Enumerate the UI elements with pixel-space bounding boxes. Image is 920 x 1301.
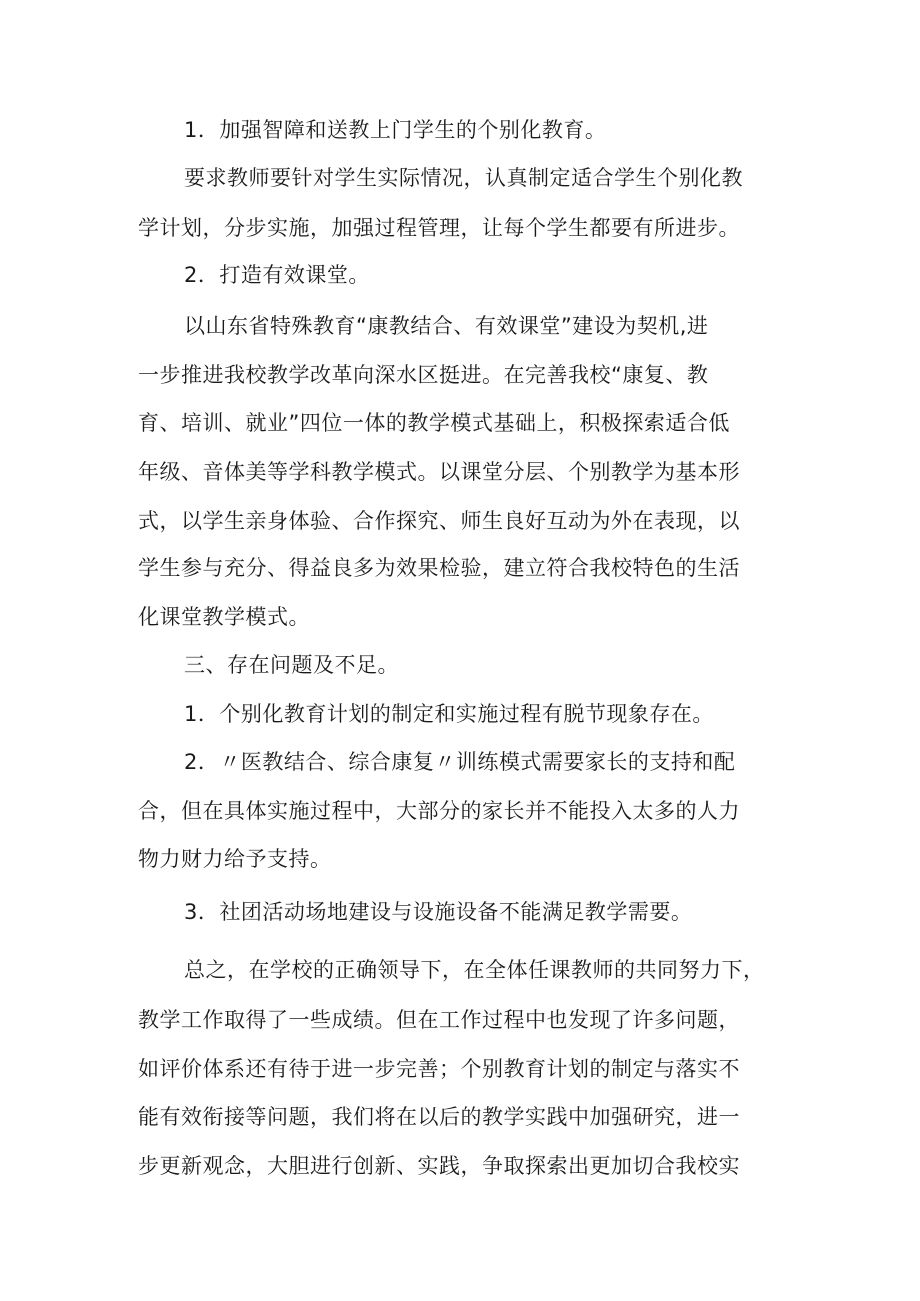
item-1-heading: 1．加强智障和送教上门学生的个别化教育。 [184,118,607,142]
conclusion-paragraph-line: 如评价体系还有待于进一步完善；个别教育计划的制定与落实不 [138,1057,740,1081]
conclusion-paragraph-line: 步更新观念，大胆进行创新、实践，争取探索出更加切合我校实 [138,1154,740,1178]
conclusion-paragraph-line: 教学工作取得了一些成绩。但在工作过程中也发现了许多问题， [138,1008,740,1032]
item-2-paragraph-line: 年级、音体美等学科教学模式。以课堂分层、个别教学为基本形 [138,460,740,484]
problem-2-line: 2．〃医教结合、综合康复〃训练模式需要家长的支持和配 [184,750,736,774]
problem-2-line: 物力财力给予支持。 [138,847,332,871]
item-1-paragraph-line: 学计划，分步实施，加强过程管理，让每个学生都要有所进步。 [138,216,740,240]
section-3-heading: 三、存在问题及不足。 [184,653,399,677]
item-2-paragraph-line: 化课堂教学模式。 [138,605,310,629]
conclusion-paragraph-line: 总之，在学校的正确领导下，在全体任课教师的共同努力下， [184,958,765,982]
item-2-paragraph-line: 以山东省特殊教育“康教结合、有效课堂”建设为契机,进 [184,314,709,338]
item-2-paragraph-line: 育、培训、就业”四位一体的教学模式基础上，积极探索适合低 [138,411,730,435]
problem-1-line: 1．个别化教育计划的制定和实施过程有脱节现象存在。 [184,702,714,726]
item-2-paragraph-line: 一步推进我校教学改革向深水区挺进。在完善我校“康复、教 [138,363,709,387]
conclusion-paragraph-line: 能有效衔接等问题，我们将在以后的教学实践中加强研究，进一 [138,1105,740,1129]
item-1-paragraph-line: 要求教师要针对学生实际情况，认真制定适合学生个别化教 [184,166,743,190]
item-2-paragraph-line: 学生参与充分、得益良多为效果检验，建立符合我校特色的生活 [138,556,740,580]
item-2-paragraph-line: 式，以学生亲身体验、合作探究、师生良好互动为外在表现，以 [138,509,740,533]
item-2-heading: 2．打造有效课堂。 [184,263,370,287]
problem-2-line: 合，但在具体实施过程中，大部分的家长并不能投入太多的人力 [138,799,740,823]
problem-3-line: 3．社团活动场地建设与设施设备不能满足教学需要。 [184,900,693,924]
